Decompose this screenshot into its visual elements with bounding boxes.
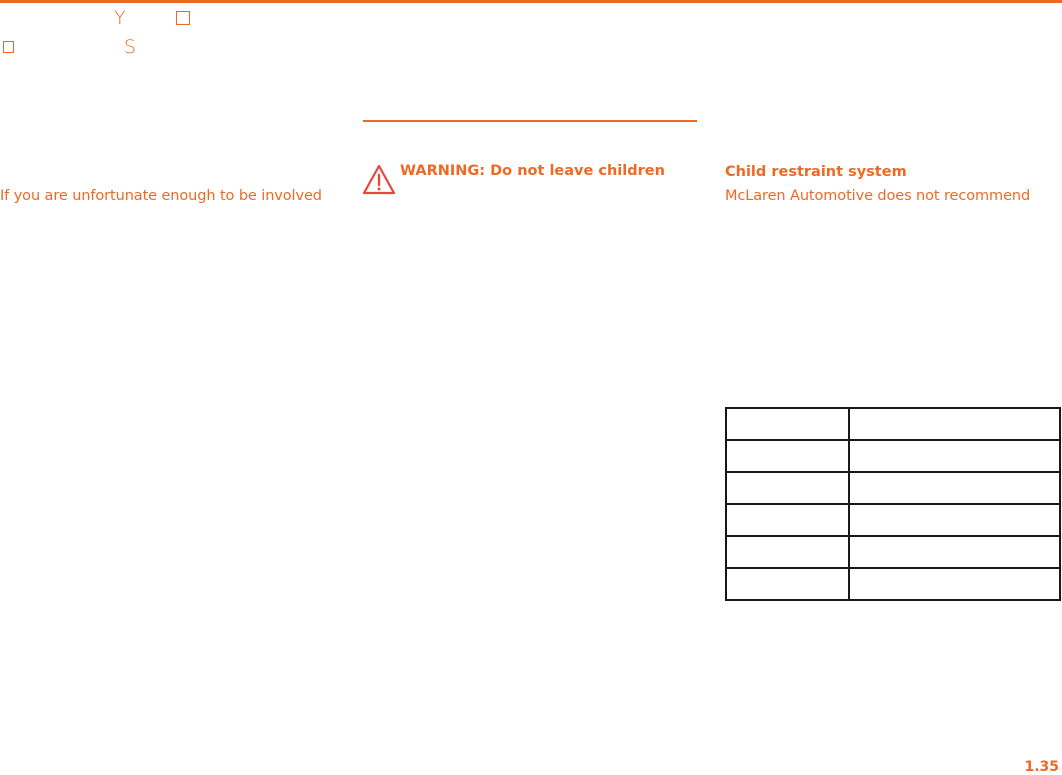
header-box-glyph bbox=[176, 11, 190, 25]
left-body-text: If you are unfortunate enough to be involved bbox=[0, 188, 322, 204]
page-number: 1.35 bbox=[1024, 759, 1059, 775]
child-restraint-table bbox=[725, 407, 1061, 601]
child-restraint-heading: Child restraint system bbox=[725, 164, 907, 180]
header-box-glyph-small bbox=[3, 41, 14, 53]
table-cell bbox=[849, 472, 1060, 504]
table-cell bbox=[726, 408, 849, 440]
warning-triangle-icon bbox=[362, 164, 396, 195]
table-row bbox=[726, 408, 1060, 440]
table-row bbox=[726, 504, 1060, 536]
warning-text: WARNING: Do not leave children bbox=[400, 163, 665, 179]
child-restraint-table-body bbox=[726, 408, 1060, 600]
header-glyph-y: Y bbox=[114, 7, 126, 29]
middle-column-rule bbox=[363, 120, 697, 122]
table-cell bbox=[726, 536, 849, 568]
top-accent-rule bbox=[0, 0, 1062, 3]
table-cell bbox=[849, 536, 1060, 568]
table-cell bbox=[849, 504, 1060, 536]
table-cell bbox=[849, 440, 1060, 472]
header-glyph-s: S bbox=[124, 36, 137, 58]
table-row bbox=[726, 568, 1060, 600]
table-cell bbox=[726, 504, 849, 536]
right-body-text: McLaren Automotive does not recommend bbox=[725, 188, 1031, 204]
table-row bbox=[726, 536, 1060, 568]
table-row bbox=[726, 440, 1060, 472]
table-cell bbox=[726, 472, 849, 504]
table-cell bbox=[849, 408, 1060, 440]
table-cell bbox=[726, 568, 849, 600]
table-cell bbox=[726, 440, 849, 472]
table-cell bbox=[849, 568, 1060, 600]
table-row bbox=[726, 472, 1060, 504]
